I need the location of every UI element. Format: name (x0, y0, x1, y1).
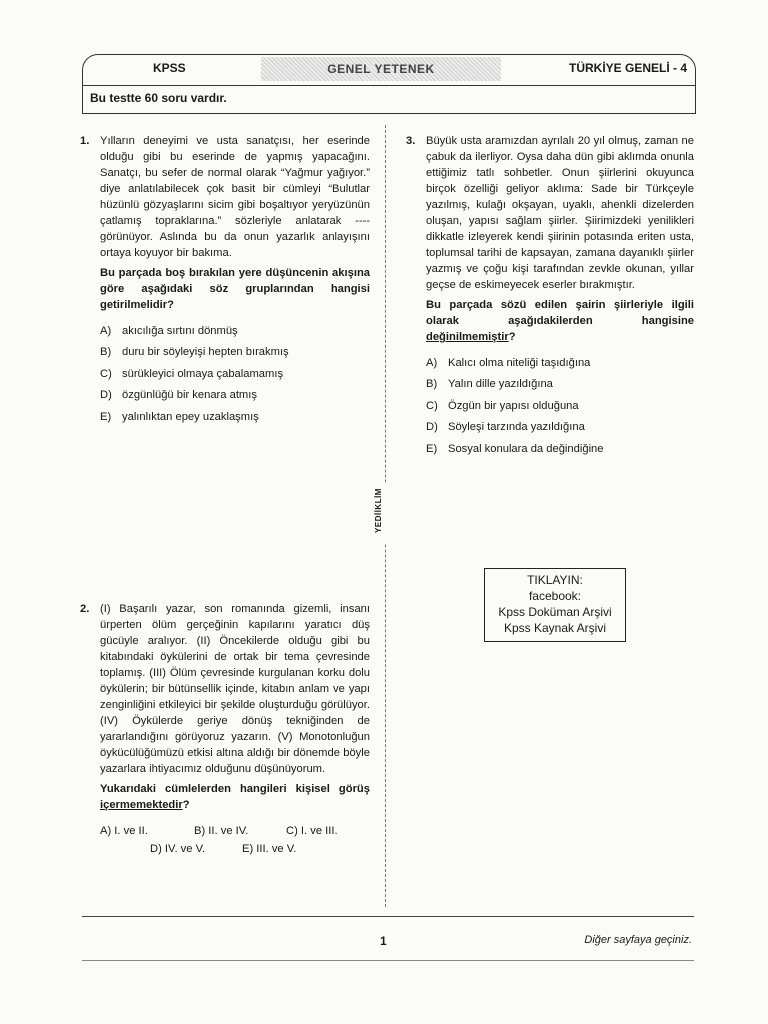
option-b[interactable]: B) Yalın dille yazıldığına (426, 378, 553, 391)
promo-line: TIKLAYIN: (527, 573, 583, 587)
footer-rule-top (82, 916, 694, 917)
option-b[interactable]: B) II. ve IV. (194, 825, 249, 837)
footer-rule-bottom (82, 960, 694, 961)
notice-box (82, 85, 696, 114)
question-text: Yılların deneyimi ve usta sanatçısı, her eserinde olduğu gibi bu eserinde de yapmış yapacağını. Sanatçı, bu sefer de normal olarak “Yağmur yağıyor.” diye anlatılabilecek çok basit bir cümleyi “Bulutlar hüzünlü gözyaşlarını sicim gibi boşaltıyor yeryüzünün çatlamış topraklarına.” sözleriyle anlatarak ---- görünüyor. Aslında bu da onun yazarlık anlayışını ortaya koyuyor bir bakıma. (100, 135, 370, 259)
option-b[interactable]: B) duru bir söyleyişi hepten bırakmış (100, 346, 289, 359)
question-2 (80, 601, 370, 857)
section-title: GENEL YETENEK (261, 57, 501, 81)
question-number: 1. (80, 135, 90, 147)
next-page-note: Diğer sayfaya geçiniz. (584, 934, 692, 946)
option-a[interactable]: A) Kalıcı olma niteliği taşıdığına (426, 357, 591, 369)
question-stem: Bu parçada boş bırakılan yere düşüncenin akışına göre aşağıdaki söz gruplarından hangisi getirilmelidir? (100, 267, 370, 311)
promo-box[interactable] (484, 568, 626, 642)
promo-link[interactable]: Kpss Doküman Arşivi (498, 605, 612, 619)
page-number: 1 (380, 934, 387, 948)
question-3 (406, 133, 694, 462)
option-e[interactable]: E) III. ve V. (242, 843, 297, 855)
promo-line: facebook: (528, 589, 582, 603)
option-c[interactable]: C) Özgün bir yapısı olduğuna (426, 399, 579, 412)
question-1 (80, 133, 370, 430)
question-number: 3. (406, 135, 416, 147)
option-d[interactable]: D) Söyleşi tarzında yazıldığına (426, 421, 585, 434)
notice-text: Bu testte 60 soru vardır. (90, 91, 227, 105)
option-c[interactable]: C) sürükleyici olmaya çabalamamış (100, 367, 284, 380)
question-stem: Yukarıdaki cümlelerden hangileri kişisel görüş içermemektedir? (100, 783, 370, 811)
option-d[interactable]: D) özgünlüğü bir kenara atmış (100, 389, 257, 402)
options-list (426, 355, 694, 457)
question-number: 2. (80, 603, 90, 615)
question-text: (I) Başarılı yazar, son romanında gizemli, insanı ürperten ölüm gerçeğinin kapılarını yaratıcı düş gücüyle aralıyor. (II) Öncekilerde olduğu gibi bu kitabındaki öykülerini de ortak bir tema çevresinde toplamış. (III) Ölüm çevresinde kurgulanan korku dolu öykülerin; bir bütünsellik içinde, kitabın anlam ve yapı zenginliğini etkileyici bir şekilde oluşturduğu görülüyor. (IV) Öykülerde geriye dönüş tekniğinden de yararlandığını görüyoruz yazarın. (V) Monotonluğun öykücülüğümüzü etkisi altına aldığı bir dönemde böyle yazarlara ihtiyacımız olduğunu düşünüyorum. (100, 603, 370, 775)
options-row-2 (100, 841, 370, 857)
option-a[interactable]: A) akıcılığa sırtını dönmüş (100, 325, 238, 337)
divider-label-box (373, 484, 392, 544)
promo-link[interactable]: Kpss Kaynak Arşivi (503, 621, 607, 635)
option-e[interactable]: E) Sosyal konulara da değindiğine (426, 442, 604, 455)
page-header (82, 54, 696, 86)
options-list (100, 323, 370, 425)
options-row-1 (100, 823, 370, 839)
option-e[interactable]: E) yalınlıktan epey uzaklaşmış (100, 410, 259, 423)
option-d[interactable]: D) IV. ve V. (150, 843, 206, 855)
exam-name: KPSS (153, 61, 186, 75)
divider-label: YEDİİKLİM (373, 488, 383, 533)
option-a[interactable]: A) I. ve II. (100, 825, 148, 837)
option-c[interactable]: C) I. ve III. (286, 825, 338, 837)
question-text: Büyük usta aramızdan ayrılalı 20 yıl olmuş, zaman ne çabuk da ilerliyor. Oysa daha dün gibi aklımda onunla ettiğimiz tatlı sohbetler. Onun şiirlerini okuyunca birçok özelliği geliyor aklıma: Sade bir Türkçeyle yazılmış, kulağı okşayan, uyaklı, ahenkli dizelerden oluşan, yapısı sağlam şiirler. Şiirimizdeki yenilikleri dikkatle izleyerek kendi şiirinin potasında eriten usta, toplumsal tarihi de kapsayan, zamana dayanıklı şiirler yazmış ve çoğu kişi tarafından zevkle okunan, yıllar geçse de eskimeyecek eserler bırakmıştır. (426, 135, 694, 291)
exam-edition: TÜRKİYE GENELİ - 4 (568, 61, 687, 75)
question-stem: Bu parçada sözü edilen şairin şiirleriyle ilgili olarak aşağıdakilerden hangisine değinilmemiştir? (426, 299, 694, 343)
